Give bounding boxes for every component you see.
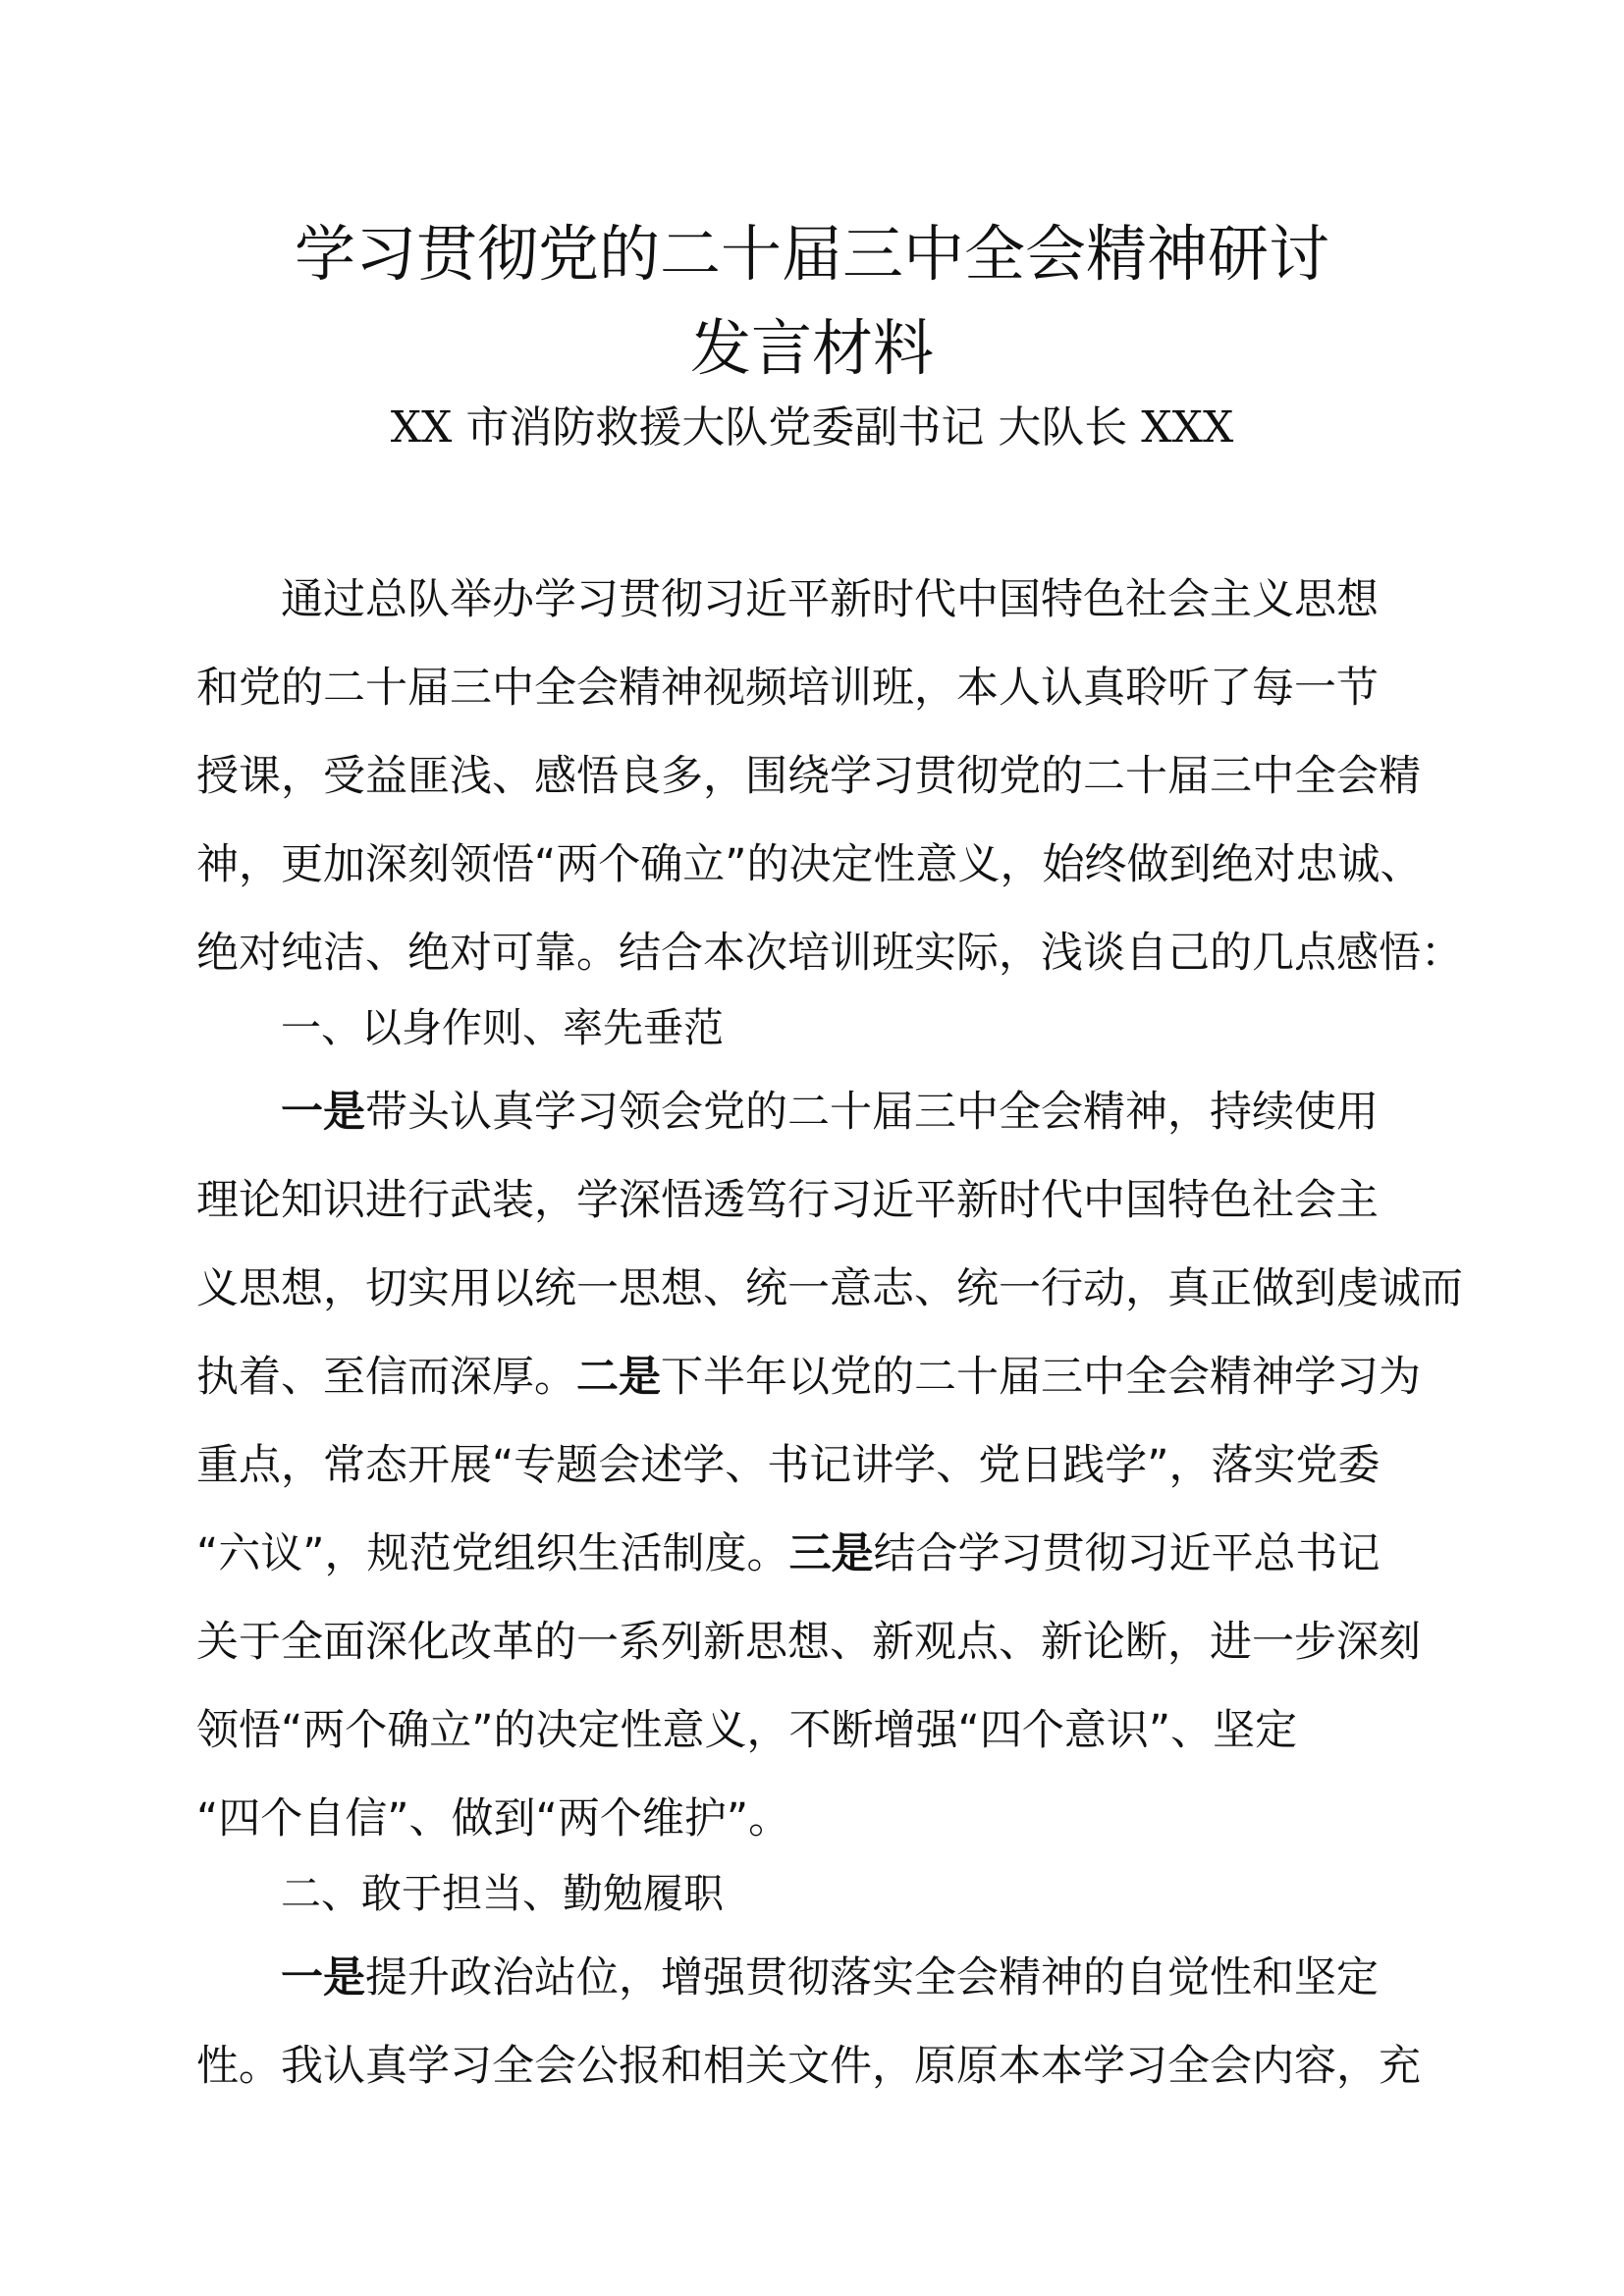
section-1-paragraph-line-1 (281, 1088, 1379, 1137)
paragraph-text: 带头认真学习领会党的二十届三中全会精神，持续使用 (365, 1088, 1379, 1137)
section-1-paragraph-line-2: 理论知识进行武装，学深悟透笃行习近平新时代中国特色社会主 (196, 1176, 1379, 1225)
intro-line-2: 和党的二十届三中全会精神视频培训班，本人认真聆听了每一节 (196, 664, 1379, 713)
section-2-paragraph-line-1 (281, 1953, 1379, 2002)
document-title-line-1: 学习贯彻党的二十届三中全会精神研讨 (294, 218, 1329, 290)
section-1-paragraph-line-7: 关于全面深化改革的一系列新思想、新观点、新论断，进一步深刻 (196, 1618, 1421, 1667)
section-1-paragraph-line-8: 领悟“两个确立”的决定性意义，不断增强“四个意识”、坚定 (196, 1706, 1298, 1755)
paragraph-text: 下半年以党的二十届三中全会精神学习为 (661, 1353, 1421, 1402)
section-2-paragraph-line-2: 性。我认真学习全会公报和相关文件，原原本本学习全会内容，充 (196, 2042, 1421, 2091)
point-label: 三是 (788, 1529, 874, 1578)
intro-line-3: 授课，受益匪浅、感悟良多，围绕学习贯彻党的二十届三中全会精 (196, 752, 1421, 801)
section-1-heading: 一、以身作则、率先垂范 (281, 1004, 724, 1051)
section-2-heading: 二、敢于担当、勤勉履职 (281, 1870, 724, 1917)
point-label: 一是 (281, 1088, 365, 1137)
section-1-paragraph-line-4 (196, 1353, 1421, 1402)
document-author-line: XX 市消防救援大队党委副书记 大队长 XXX (390, 402, 1234, 453)
section-1-paragraph-line-6 (196, 1529, 1380, 1578)
section-1-paragraph-line-3: 义思想，切实用以统一思想、统一意志、统一行动，真正做到虔诚而 (196, 1264, 1463, 1313)
intro-line-4: 神，更加深刻领悟“两个确立”的决定性意义，始终做到绝对忠诚、 (196, 840, 1423, 889)
paragraph-text: 提升政治站位，增强贯彻落实全会精神的自觉性和坚定 (365, 1953, 1379, 2002)
intro-line-1: 通过总队举办学习贯彻习近平新时代中国特色社会主义思想 (281, 575, 1379, 624)
paragraph-text: “六议”，规范党组织生活制度。 (196, 1529, 789, 1578)
intro-line-5: 绝对纯洁、绝对可靠。结合本次培训班实际，浅谈自己的几点感悟： (196, 929, 1463, 978)
point-label: 二是 (576, 1353, 661, 1402)
section-1-paragraph-line-9: “四个自信”、做到“两个维护”。 (196, 1794, 791, 1843)
document-title-line-2: 发言材料 (689, 312, 934, 384)
paragraph-text: 结合学习贯彻习近平总书记 (873, 1529, 1380, 1578)
paragraph-text: 执着、至信而深厚。 (196, 1353, 576, 1402)
section-1-paragraph-line-5: 重点，常态开展“专题会述学、书记讲学、党日践学”，落实党委 (196, 1441, 1380, 1490)
point-label: 一是 (281, 1953, 365, 2002)
